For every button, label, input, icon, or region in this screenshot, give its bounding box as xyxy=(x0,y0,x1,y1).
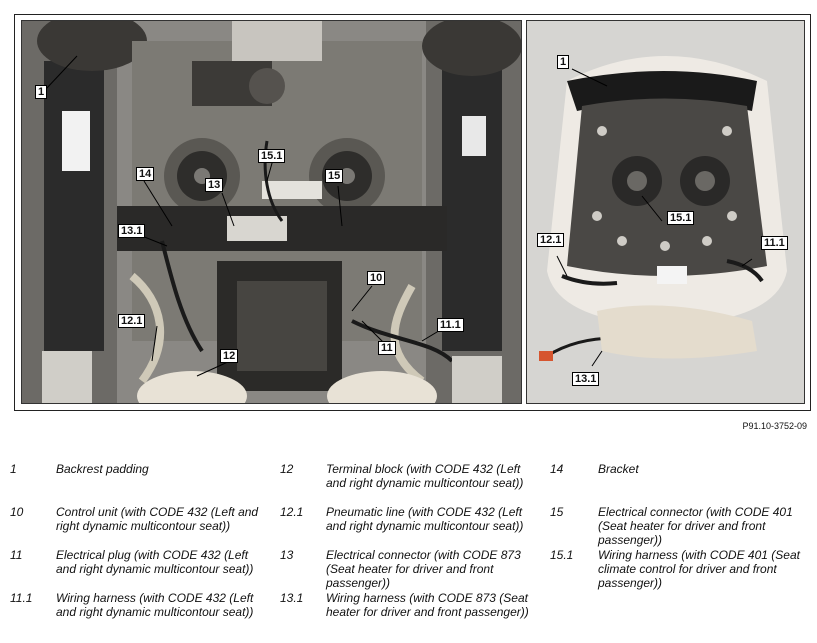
legend-number: 12.1 xyxy=(280,505,304,519)
legend-number: 15 xyxy=(550,505,564,519)
legend-text: Wiring harness (with CODE 873 (Seat heater for driver and front passenger)) xyxy=(326,591,529,619)
legend-number: 13 xyxy=(280,548,294,562)
legend-number: 10 xyxy=(10,505,24,519)
legend-number: 12 xyxy=(280,462,294,476)
callout-11: 11 xyxy=(378,341,396,355)
backrest-rear-illustration xyxy=(22,21,521,403)
callout-12: 12 xyxy=(220,349,238,363)
callout-right-12-1: 12.1 xyxy=(537,233,564,247)
callout-right-11-1: 11.1 xyxy=(761,236,788,250)
legend-text: Wiring harness (with CODE 432 (Left and right dynamic multicontour seat)) xyxy=(56,591,254,619)
callout-13: 13 xyxy=(205,178,223,192)
callout-1: 1 xyxy=(35,85,47,99)
callout-15: 15 xyxy=(325,169,343,183)
legend-number: 1 xyxy=(10,462,17,476)
legend-text: Backrest padding xyxy=(56,462,149,476)
callout-12-1: 12.1 xyxy=(118,314,145,328)
legend-text: Terminal block (with CODE 432 (Left and right dynamic multicontour seat)) xyxy=(326,462,524,490)
callout-11-1: 11.1 xyxy=(437,318,464,332)
legend-text: Wiring harness (with CODE 401 (Seat climate control for driver and front passenger)) xyxy=(598,548,800,590)
callout-13-1: 13.1 xyxy=(118,224,145,238)
legend-number: 14 xyxy=(550,462,564,476)
backrest-padding-illustration xyxy=(527,21,804,403)
legend-text: Control unit (with CODE 432 (Left and right dynamic multicontour seat)) xyxy=(56,505,259,533)
legend-number: 15.1 xyxy=(550,548,574,562)
legend-number: 11 xyxy=(10,548,23,562)
callout-15-1: 15.1 xyxy=(258,149,285,163)
figure-frame xyxy=(14,14,811,411)
photo-backrest-rear xyxy=(21,20,522,404)
photo-backrest-padding xyxy=(526,20,805,404)
legend-text: Electrical plug (with CODE 432 (Left and right dynamic multicontour seat)) xyxy=(56,548,254,576)
callout-10: 10 xyxy=(367,271,385,285)
legend-text: Electrical connector (with CODE 873 (Seat heater for driver and front passenger)) xyxy=(326,548,521,590)
legend-number: 13.1 xyxy=(280,591,304,605)
legend-text: Electrical connector (with CODE 401 (Seat heater for driver and front passenger)) xyxy=(598,505,793,547)
legend-number: 11.1 xyxy=(10,591,33,605)
figure-id: P91.10-3752-09 xyxy=(742,421,807,431)
callout-14: 14 xyxy=(136,167,154,181)
callout-right-15-1: 15.1 xyxy=(667,211,694,225)
callout-right-1: 1 xyxy=(557,55,569,69)
callout-right-13-1: 13.1 xyxy=(572,372,599,386)
legend-text: Bracket xyxy=(598,462,639,476)
legend-text: Pneumatic line (with CODE 432 (Left and right dynamic multicontour seat)) xyxy=(326,505,524,533)
